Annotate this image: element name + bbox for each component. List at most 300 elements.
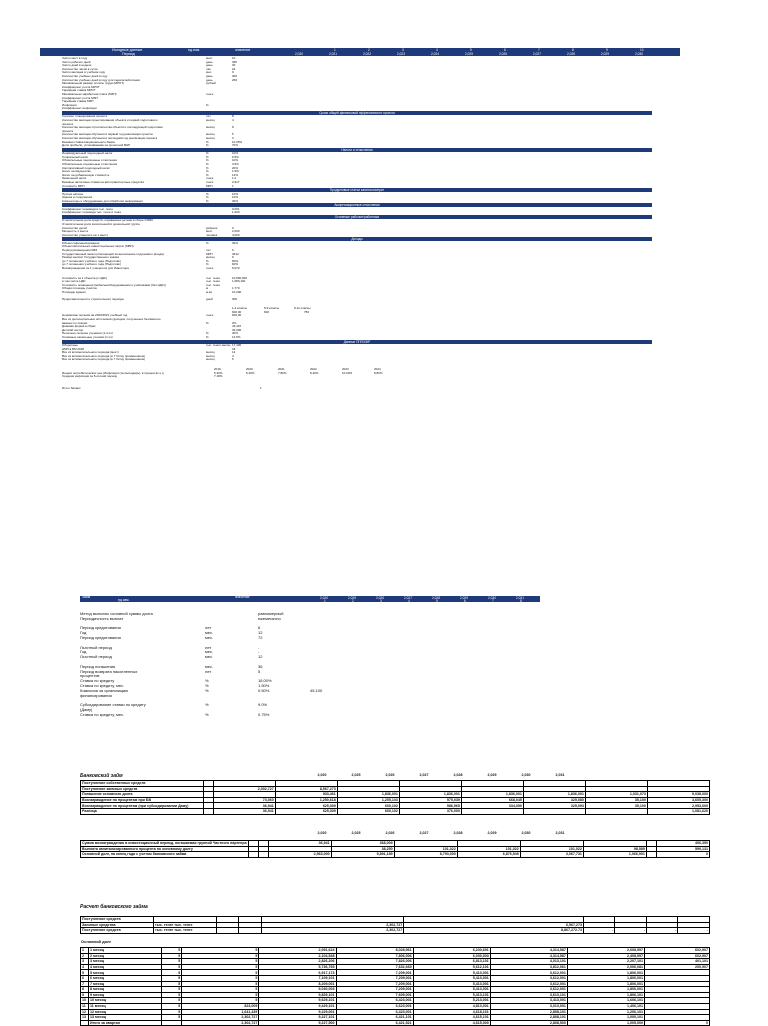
row-label: Минимальный размер оплаты труда (МРОТ) bbox=[62, 82, 125, 86]
row-unit: % bbox=[206, 258, 209, 263]
row-value: - bbox=[258, 644, 260, 650]
row-label: Поступление средств bbox=[81, 928, 154, 934]
row-label: Коэффициент инфляции bbox=[62, 107, 97, 111]
row-label: Вознаграждение за 1 учащегося для Инвестора bbox=[62, 267, 129, 270]
row-unit: месяц bbox=[206, 350, 215, 355]
table-cell: 7,209,001 bbox=[336, 975, 413, 981]
table-cell: 1,406,101 bbox=[567, 1003, 644, 1009]
seats-label: 9-11 классы bbox=[294, 306, 311, 311]
row-unit: % bbox=[206, 139, 209, 144]
table-cell: 1,836,001 bbox=[523, 792, 585, 798]
row-value: 6,070 bbox=[232, 266, 240, 270]
table-cell bbox=[646, 852, 656, 858]
row-value: 72 bbox=[258, 635, 263, 640]
row-unit: тенге bbox=[206, 313, 214, 318]
row-label: Коэффициент перевода тыс. тенге в тенге bbox=[62, 211, 122, 215]
table-cell: 6,917,173 bbox=[259, 970, 336, 976]
table-cell: 5 bbox=[182, 953, 259, 959]
row-label: до 7 погашения учебного года (Подготовк) bbox=[62, 259, 121, 263]
row-unit: % bbox=[206, 162, 209, 166]
loan-year-index: 2 bbox=[352, 599, 354, 603]
bank-year-label: 2,027 bbox=[419, 773, 429, 777]
row-value: 30 bbox=[232, 63, 236, 68]
row-label: финансирования bbox=[80, 692, 112, 698]
row-unit: тыс. тенге bbox=[206, 279, 221, 284]
table-cell: - bbox=[678, 928, 710, 934]
table-cell: 5 bbox=[182, 998, 259, 1004]
bank-year-label: 2,027 bbox=[419, 831, 429, 835]
row-unit: % bbox=[206, 195, 209, 200]
inflation-value: 7.80% bbox=[278, 370, 287, 375]
row-unit: % bbox=[206, 165, 209, 170]
row-value: 12.5% bbox=[232, 335, 241, 339]
table-cell: 6,423,001 bbox=[336, 998, 413, 1004]
loan-year-label: 2,028 bbox=[432, 596, 440, 600]
row-value: 1.2 bbox=[232, 176, 237, 181]
table-cell: 1,806,101 bbox=[567, 992, 644, 998]
row-label: Поступление собственных средств bbox=[81, 781, 204, 787]
row-label: Год bbox=[80, 630, 87, 636]
row-label: Метод выплаты основной суммы долга bbox=[80, 611, 153, 616]
bank-year-label: 2,025 bbox=[351, 831, 361, 835]
loan-header-a: Займ bbox=[82, 595, 91, 599]
table-cell: 5,413,001 bbox=[413, 987, 490, 993]
row-label: Относительная доля средств, отдаваемых детьми в сборе ОЗМС bbox=[62, 219, 154, 223]
seats-value: 600,00 bbox=[232, 309, 242, 314]
row-label: Доля прибыли, уплачиваемая на проектной ВНР bbox=[62, 144, 131, 148]
seats-label: 1-4 классы bbox=[232, 306, 248, 311]
row-label: Сумма вознаграждения в инвестиционный период, погашаемая группой Частного партнера bbox=[82, 841, 247, 846]
row-value: 0.75% bbox=[258, 711, 270, 717]
row-label: Индекс потребительских цен (Инфляция (за календарь), в процентах к д bbox=[62, 371, 164, 375]
row-value: 10,300 bbox=[232, 290, 242, 294]
row-value: 300 bbox=[232, 74, 238, 78]
row-label: Стоимость оснащения (мебелью/оборудованием и учебниками (без НДС)) bbox=[62, 283, 166, 287]
row-unit: % bbox=[205, 687, 209, 693]
table-cell: 1,000,101 bbox=[567, 1015, 644, 1021]
row-unit: человек bbox=[206, 232, 218, 237]
row-label: Печально-лечение учеников (1-4 кл) bbox=[62, 332, 113, 336]
row-label: Средняя инфляция за 5-летний период bbox=[62, 375, 117, 379]
row-unit: % bbox=[206, 172, 209, 177]
row-number: 6 bbox=[81, 975, 89, 981]
row-label: Льготный период bbox=[80, 644, 112, 650]
row-unit: месяц bbox=[206, 136, 215, 140]
row-value: 10% bbox=[232, 158, 239, 163]
table-cell: 9,030,003 bbox=[259, 987, 336, 993]
inflation-year: 2023 bbox=[342, 367, 349, 371]
table-cell: 3,605,300 bbox=[647, 797, 709, 803]
inflation-value: 10.00% bbox=[342, 370, 353, 375]
row-label: Количество месяцев обучения в последний год реализации проекта bbox=[62, 137, 158, 140]
bank-year-label: 2,026 bbox=[385, 773, 395, 777]
row-label: Год bbox=[80, 649, 87, 655]
table-cell: 98,589 bbox=[583, 846, 646, 852]
table-cell: 2,207,101 bbox=[567, 959, 644, 965]
loan-year-index: 3 bbox=[380, 599, 382, 603]
row-label: Базовая ставка Национального банка bbox=[62, 140, 115, 144]
table-cell: 368,009 bbox=[331, 841, 394, 847]
row-unit: мест bbox=[206, 229, 213, 234]
top-year-index: 5 bbox=[470, 48, 472, 52]
row-value: 2,000 bbox=[232, 229, 240, 234]
bank-loan-title: Банковский займ bbox=[80, 773, 123, 779]
table-cell: 73,060 bbox=[213, 797, 275, 803]
row-label: Период кредитования bbox=[80, 625, 121, 631]
row-value: 8 bbox=[232, 125, 234, 130]
table-cell: 101,022 bbox=[457, 846, 520, 852]
row-label: 5 месяц bbox=[89, 970, 162, 976]
row-value: 6 bbox=[232, 248, 234, 252]
row-number: 3 bbox=[81, 959, 89, 965]
row-unit: % bbox=[206, 191, 209, 196]
top-year-label: 2,030 bbox=[635, 51, 643, 56]
row-value: 6 bbox=[232, 357, 234, 362]
row-unit: % bbox=[206, 198, 209, 203]
row-unit: месяц bbox=[206, 357, 215, 362]
row-label: Все из дополнительных источников (доходов, полученных безлимитно bbox=[62, 318, 161, 321]
row-unit: % bbox=[206, 335, 209, 339]
row-value: - bbox=[258, 649, 260, 655]
row-unit: дней bbox=[206, 296, 213, 301]
table-cell: 2,302,727 bbox=[261, 928, 403, 934]
table-cell: 5 bbox=[162, 953, 182, 959]
top-header-col1: Исходные данные bbox=[112, 48, 143, 52]
table-cell: 5 bbox=[162, 998, 182, 1004]
table-cell: 5 bbox=[182, 975, 259, 981]
table-cell: 2,302,727 bbox=[261, 922, 403, 928]
row-label: Количество учебных дней в году для педагогов/питания bbox=[62, 78, 140, 82]
table-cell: 3,067,731 bbox=[520, 852, 583, 858]
row-value: 20% bbox=[232, 165, 239, 170]
table-cell: 2,826,206 bbox=[259, 959, 336, 965]
seats-label: 5-9 классы bbox=[264, 306, 280, 311]
row-label: Основной долг, на конец года с учетом банковского займа bbox=[81, 852, 249, 858]
principal-title: Основной долг bbox=[81, 939, 112, 944]
row-value: 1,770 bbox=[232, 286, 240, 291]
table-cell: 600,102 bbox=[337, 803, 399, 809]
row-label: Вознаграждение по процентам при БВ bbox=[81, 797, 204, 803]
top-year-label: 2,029 bbox=[601, 51, 609, 56]
bank-loan-years-2 bbox=[80, 831, 700, 836]
row-value: 10% bbox=[232, 151, 239, 156]
input-row bbox=[62, 358, 662, 361]
top-header-col4: значение bbox=[235, 48, 251, 52]
table-cell: 5,413,001 bbox=[413, 970, 490, 976]
table-cell: 8,793,000 bbox=[394, 852, 457, 858]
table-cell: 3,612,001 bbox=[490, 970, 567, 976]
table-cell: 8,867,272.73 bbox=[404, 928, 584, 934]
table-cell: 4,314,587 bbox=[490, 948, 567, 954]
table-cell: 1,031,073 bbox=[585, 792, 647, 798]
row-label: Итого баланс bbox=[62, 386, 81, 390]
row-unit: тыс. тенге/ месяц bbox=[206, 343, 231, 347]
table-cell: 3,413,001 bbox=[490, 998, 567, 1004]
row-unit: % bbox=[205, 711, 209, 717]
row-value: 1.50% bbox=[258, 683, 270, 688]
table-cell: 35,100 bbox=[585, 803, 647, 809]
bank-loan-summary-table bbox=[80, 840, 710, 858]
row-label: Государственный заказ (отвечающий за выполнение подушевого фонда) bbox=[62, 252, 164, 256]
table-cell: 1,836,001 bbox=[399, 792, 461, 798]
row-label: Количество месяцев строительства объекта и последующей подготовки bbox=[62, 126, 163, 130]
table-cell: 1,806,001 bbox=[567, 981, 644, 987]
row-label: Вознаграждение по процентам (при субсидировании Даму) bbox=[81, 803, 204, 809]
row-number: 11 bbox=[81, 1003, 89, 1009]
section-bar-income: Доходы bbox=[62, 237, 652, 241]
row-label: Выплата капитализированного процента по основному долгу bbox=[81, 846, 249, 852]
table-cell: 2,608,997 bbox=[567, 948, 644, 954]
row-label: Все из вспомогательного периода (в 7 битну применением) bbox=[62, 358, 145, 362]
top-year-label: 2,023 bbox=[397, 51, 405, 56]
row-label: Число мест в году bbox=[62, 57, 88, 60]
row-label: Число месяцев в учебном году bbox=[62, 71, 106, 75]
row-label: 1 месяц bbox=[89, 948, 162, 954]
table-cell: 1,066,901 bbox=[583, 852, 646, 858]
row-label: Инфляция bbox=[62, 103, 77, 107]
top-year-index: 10 bbox=[640, 48, 644, 52]
table-cell bbox=[162, 1020, 182, 1026]
input-row bbox=[62, 298, 662, 301]
table-cell: 3,612,001 bbox=[490, 981, 567, 987]
row-label: Период погашения bbox=[80, 663, 116, 669]
row-unit: мес. bbox=[205, 635, 214, 640]
table-cell: 9,829,101 bbox=[259, 992, 336, 998]
top-year-index: 9 bbox=[606, 48, 608, 52]
table-cell: 5 bbox=[182, 992, 259, 998]
table-row bbox=[81, 852, 710, 858]
table-cell: 406,350 bbox=[656, 841, 709, 847]
table-cell: 5 bbox=[182, 948, 259, 954]
loan-year-index: 8 bbox=[520, 599, 522, 603]
table-cell: 823,009 bbox=[182, 1003, 259, 1009]
top-year-index: 3 bbox=[402, 48, 404, 52]
row-label: 13 месяц bbox=[89, 1015, 162, 1021]
row-label: Ставка по кредиту bbox=[80, 678, 115, 684]
row-label: Стоимость за 1 объекта (с НДС) bbox=[62, 276, 107, 280]
row-unit: % bbox=[206, 320, 209, 325]
bank-year-label: 2,029 bbox=[487, 773, 497, 777]
row-value: 1,000 bbox=[232, 210, 240, 215]
row-label: Периодичность выплат bbox=[80, 615, 124, 621]
top-year-label: 2,025 bbox=[465, 51, 473, 56]
row-unit: ребенок bbox=[206, 225, 218, 230]
loan-header-c: значение bbox=[235, 595, 250, 599]
row-value: 30% bbox=[232, 198, 239, 203]
table-cell: 1,005,000 bbox=[567, 1020, 644, 1026]
loan-year-index: 5 bbox=[436, 599, 438, 603]
table-cell: 8,567,273 bbox=[275, 786, 337, 792]
row-label: Число рабочих дней bbox=[62, 60, 91, 64]
table-cell: 1,806,001 bbox=[567, 970, 644, 976]
table-cell: 5 bbox=[162, 959, 182, 965]
row-unit: тенге bbox=[206, 176, 214, 181]
row-label: (Даму) bbox=[80, 707, 93, 712]
row-value: 365 bbox=[232, 59, 238, 64]
row-value: 10,800,000 bbox=[232, 275, 248, 280]
row-unit: месяц bbox=[206, 255, 215, 260]
table-cell: 7,209,001 bbox=[336, 981, 413, 987]
table-cell: 2,302,727 bbox=[213, 786, 275, 792]
row-label: 3 месяц bbox=[89, 959, 162, 965]
loan-calc-title: Расчет банковского займа bbox=[80, 904, 148, 910]
loan-year-label: 2,029 bbox=[460, 596, 468, 600]
section-bar-product: Продуктовые статьи капиталозатрат bbox=[62, 188, 652, 192]
loan-year-index: 1 bbox=[324, 599, 326, 603]
row-unit: % bbox=[206, 262, 209, 267]
row-number: 1 bbox=[81, 948, 89, 954]
table-cell: 7,609,001 bbox=[336, 992, 413, 998]
row-unit: мест bbox=[206, 56, 213, 60]
table-cell: 6,230,691 bbox=[413, 948, 490, 954]
top-year-label: 2,026 bbox=[499, 51, 507, 56]
top-year-index: 2 bbox=[368, 48, 370, 52]
row-unit: % bbox=[206, 169, 209, 174]
table-cell: 5 bbox=[162, 992, 182, 998]
bank-year-label: 2,020 bbox=[317, 773, 327, 777]
row-label: в том числе НДС bbox=[62, 280, 86, 284]
row-value: 7.18% bbox=[214, 374, 223, 379]
row-unit: лет bbox=[205, 625, 212, 631]
row-label: Объем капитальных инвестиционных затрат (МВП) bbox=[62, 245, 134, 249]
row-value: 60% bbox=[232, 258, 239, 263]
row-unit: % bbox=[206, 154, 209, 159]
bank-year-label: 2,029 bbox=[487, 831, 497, 835]
table-cell: 5,413,101 bbox=[413, 992, 490, 998]
row-value: 4 bbox=[232, 118, 234, 122]
table-cell: 2,302,727 bbox=[182, 1020, 259, 1026]
seats-value: 750 bbox=[304, 309, 310, 314]
table-cell: 602,907 bbox=[645, 953, 710, 959]
row-label: Оборотные bbox=[62, 344, 78, 347]
table-cell: 5,612,101 bbox=[413, 964, 490, 970]
bank-year-label: 2,030 bbox=[521, 773, 531, 777]
table-cell: 5,413,001 bbox=[413, 975, 490, 981]
table-cell: 36,941 bbox=[213, 803, 275, 809]
row-value: 4 bbox=[232, 353, 234, 358]
table-cell: 9,629,101 bbox=[259, 998, 336, 1004]
table-cell: 36,941 bbox=[213, 808, 275, 814]
table-cell: 6,813,101 bbox=[413, 959, 490, 965]
table-cell: 602,907 bbox=[645, 948, 710, 954]
row-label: Коэффициент перевода в тыс. тенге bbox=[62, 207, 114, 211]
top-year-label: 2,028 bbox=[567, 51, 575, 56]
row-label: важных по лекции bbox=[62, 321, 88, 325]
row-label: Количество часов в сутки bbox=[62, 67, 98, 71]
table-cell: 38,250 bbox=[331, 846, 394, 852]
row-label: Индивидуальный подоходный налог bbox=[62, 152, 113, 156]
table-cell: 9,227,500 bbox=[259, 1020, 336, 1026]
table-cell: 7,209,001 bbox=[336, 987, 413, 993]
row-unit: мес. bbox=[205, 649, 214, 655]
table-cell: 7,209,001 bbox=[336, 970, 413, 976]
row-unit: месяц bbox=[206, 132, 215, 137]
loan-year-label: 2,025 bbox=[348, 596, 356, 600]
table-cell: 5 bbox=[182, 964, 259, 970]
table-cell: 1,806,001 bbox=[567, 975, 644, 981]
row-label: Погашение основного долга bbox=[81, 792, 204, 798]
table-cell: 0 bbox=[645, 1020, 710, 1026]
row-label: Дневная форма в сбрас bbox=[62, 325, 96, 329]
bank-year-label: 2,028 bbox=[453, 773, 463, 777]
table-cell: 5,413,001 bbox=[413, 981, 490, 987]
table-row bbox=[81, 808, 710, 814]
table-cell: 2,808,101 bbox=[490, 1015, 567, 1021]
table-cell: 9,429,101 bbox=[259, 1003, 336, 1009]
table-cell: 5 bbox=[162, 975, 182, 981]
section-bar-tax: Налоги и отчисления bbox=[62, 148, 652, 152]
row-label: проекта bbox=[62, 129, 73, 133]
row-value: 32,000 bbox=[232, 327, 242, 332]
bank-year-label: 2,030 bbox=[521, 831, 531, 835]
row-unit: день bbox=[206, 59, 213, 64]
table-cell: - bbox=[584, 928, 615, 934]
table-cell: 2,104,548 bbox=[259, 953, 336, 959]
row-value: 4,000 bbox=[232, 232, 240, 237]
table-cell: 101,022 bbox=[520, 846, 583, 852]
table-cell: 5 bbox=[182, 959, 259, 965]
row-label: Основные начальные ученики (1 кл) bbox=[62, 336, 113, 339]
row-label: Детский сектор bbox=[62, 328, 84, 332]
table-cell: 1,606,101 bbox=[567, 998, 644, 1004]
table-cell: 5 bbox=[182, 970, 259, 976]
table-cell bbox=[248, 852, 258, 858]
seats-value: 600 bbox=[264, 309, 270, 314]
row-value: 2% bbox=[232, 320, 237, 325]
row-unit: месяц bbox=[206, 118, 215, 122]
table-cell: 4,013,101 bbox=[490, 959, 567, 965]
row-label: НМП в БМ 2020 bbox=[62, 347, 85, 351]
row-label: Итого за квартал bbox=[89, 1020, 162, 1026]
row-unit: месяц bbox=[206, 125, 215, 130]
top-year-index: 4 bbox=[436, 48, 438, 52]
table-cell: 4,615,000 bbox=[413, 1020, 490, 1026]
table-cell: 6,421,521 bbox=[336, 1020, 413, 1026]
row-label: Количество месяцев проектирования объекта и первой подготовки к bbox=[62, 119, 158, 122]
row-unit: мес. bbox=[205, 663, 214, 669]
row-value: 18.00% bbox=[258, 678, 272, 684]
top-header-years bbox=[40, 48, 680, 56]
table-cell: 668,045 bbox=[461, 797, 523, 803]
row-value: 3 bbox=[232, 136, 234, 140]
row-unit: % bbox=[206, 143, 209, 148]
row-unit: % bbox=[206, 240, 209, 245]
table-cell: 5,736,765 bbox=[259, 964, 336, 970]
row-label: Обязательные пенсионные отчисления bbox=[62, 159, 117, 163]
table-cell: 325,080 bbox=[523, 797, 585, 803]
top-year-index: 7 bbox=[538, 48, 540, 52]
row-unit: тенге bbox=[206, 180, 214, 184]
row-label: 12 месяц bbox=[89, 1009, 162, 1015]
table-cell: 334,050 bbox=[461, 803, 523, 809]
row-unit: % bbox=[206, 331, 209, 336]
table-cell: 5,213,001 bbox=[413, 998, 490, 1004]
row-value: 300 bbox=[232, 296, 238, 301]
row-number: 7 bbox=[81, 981, 89, 987]
row-label: Корпоративный подоходный налог bbox=[62, 166, 111, 170]
table-cell: 5 bbox=[162, 970, 182, 976]
bank-year-label: 2,025 bbox=[351, 773, 361, 777]
row-label: Обязательные социальные отчисления bbox=[62, 163, 118, 166]
table-cell: 2,808,101 bbox=[490, 1009, 567, 1015]
row-unit: % bbox=[206, 158, 209, 163]
table-cell: 325,093 bbox=[523, 803, 585, 809]
row-label: проекта bbox=[62, 122, 73, 126]
top-header-col2: Период bbox=[122, 51, 135, 56]
row-label: Мощность 1 места bbox=[62, 230, 89, 234]
row-label: Налог на имущество bbox=[62, 170, 91, 174]
row-label: Размер выплат Государственного заказа bbox=[62, 256, 119, 260]
